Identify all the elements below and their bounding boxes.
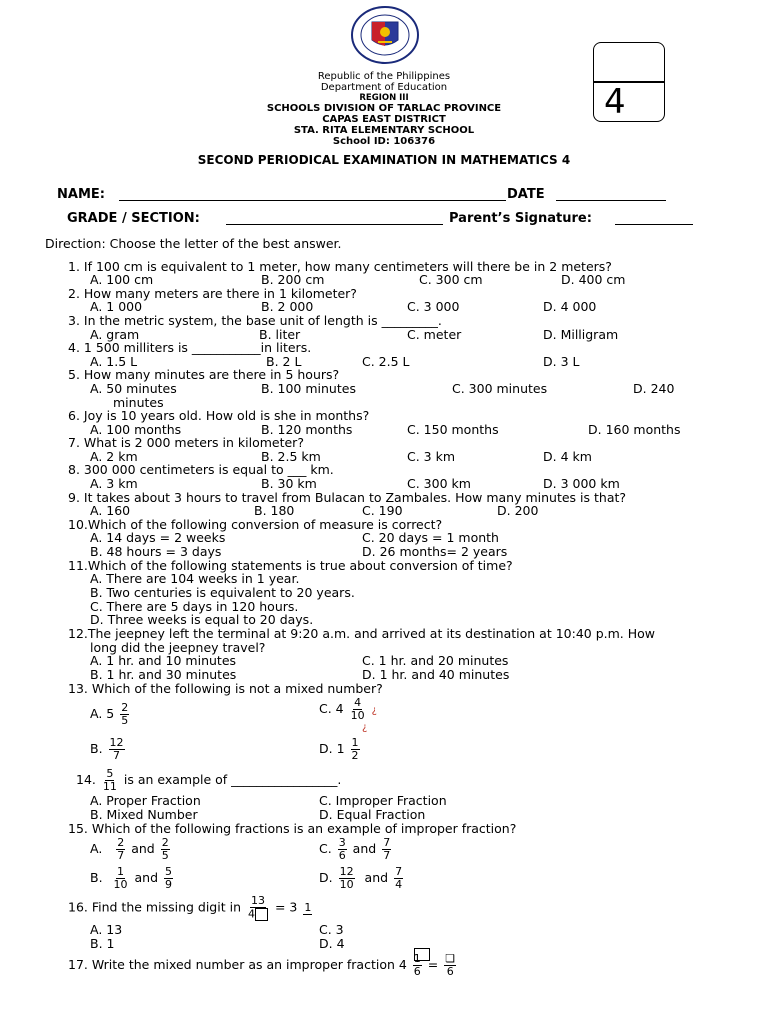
q13-option-c: C. 4 $\frac{4}{10}$ ¿ bbox=[319, 696, 377, 722]
q13-option-a: A. 5 $\frac{2}{5}$ bbox=[90, 701, 129, 727]
name-field[interactable] bbox=[119, 200, 506, 201]
q11-option-d: D. Three weeks is equal to 20 days. bbox=[90, 612, 314, 627]
q6-option-a: A. 100 months bbox=[90, 422, 182, 437]
q4-option-b: B. 2 L bbox=[266, 354, 302, 369]
q10-option-b: B. 48 hours = 3 days bbox=[90, 544, 222, 559]
q16-option-a: A. 13 bbox=[90, 922, 123, 937]
q8-option-b: B. 30 km bbox=[261, 476, 317, 491]
deped-seal-logo bbox=[350, 6, 420, 64]
q12-option-c: C. 1 hr. and 20 minutes bbox=[362, 653, 509, 668]
q8-option-a: A. 3 km bbox=[90, 476, 138, 491]
question-3: 3. In the metric system, the base unit of length is _________. bbox=[68, 313, 442, 328]
q13-option-b: B. $\frac{12}{7}$ bbox=[90, 736, 124, 762]
q15-option-d: D. $\frac{12}{10}$ and $\frac{7}{4}$ bbox=[319, 865, 403, 891]
direction: Direction: Choose the letter of the best answer. bbox=[45, 236, 342, 251]
q4-option-d: D. 3 L bbox=[543, 354, 580, 369]
q12-option-a: A. 1 hr. and 10 minutes bbox=[90, 653, 237, 668]
grade-section-label: GRADE / SECTION: bbox=[67, 211, 200, 226]
q11-option-b: B. Two centuries is equivalent to 20 years. bbox=[90, 585, 355, 600]
header-school-id: School ID: 106376 bbox=[332, 136, 436, 147]
q2-option-d: D. 4 000 bbox=[543, 299, 597, 314]
q5-option-b: B. 100 minutes bbox=[261, 381, 356, 396]
q12-option-d: D. 1 hr. and 40 minutes bbox=[362, 667, 510, 682]
question-9: 9. It takes about 3 hours to travel from Bulacan to Zambales. How many minutes is that? bbox=[68, 490, 627, 505]
question-14: 14. $\frac{5}{11}$ is an example of _________________. bbox=[76, 767, 342, 793]
header-department: Department of Education bbox=[320, 82, 448, 93]
grade-number: 4 bbox=[604, 82, 626, 122]
q16-option-b: B. 1 bbox=[90, 936, 115, 951]
q14-option-b: B. Mixed Number bbox=[90, 807, 198, 822]
q8-option-c: C. 300 km bbox=[407, 476, 471, 491]
q2-option-b: B. 2 000 bbox=[261, 299, 314, 314]
name-label: NAME: bbox=[57, 187, 105, 202]
header-region: REGION III bbox=[359, 93, 409, 103]
q1-option-a: A. 100 cm bbox=[90, 272, 154, 287]
q15-option-b: B. $\frac{1}{10}$ and $\frac{5}{9}$ bbox=[90, 865, 173, 891]
q14-option-d: D. Equal Fraction bbox=[319, 807, 426, 822]
q4-option-c: C. 2.5 L bbox=[362, 354, 410, 369]
question-10: 10.Which of the following conversion of measure is correct? bbox=[68, 517, 443, 532]
q15-option-a: A. $\frac{2}{7}$ and $\frac{2}{5}$ bbox=[90, 836, 169, 862]
question-13: 13. Which of the following is not a mixed number? bbox=[68, 681, 383, 696]
q16-option-c: C. 3 bbox=[319, 922, 344, 937]
q3-option-d: D. Milligram bbox=[543, 327, 619, 342]
q12-option-b: B. 1 hr. and 30 minutes bbox=[90, 667, 237, 682]
q14-option-c: C. Improper Fraction bbox=[319, 793, 447, 808]
date-label: DATE bbox=[507, 187, 545, 202]
q9-option-d: D. 200 bbox=[497, 503, 539, 518]
q5-option-a: A. 50 minutes bbox=[90, 381, 177, 396]
q1-option-b: B. 200 cm bbox=[261, 272, 325, 287]
q2-option-a: A. 1 000 bbox=[90, 299, 143, 314]
q6-option-b: B. 120 months bbox=[261, 422, 353, 437]
question-5: 5. How many minutes are there in 5 hours? bbox=[68, 367, 340, 382]
exam-title: SECOND PERIODICAL EXAMINATION IN MATHEMATICS 4 bbox=[197, 153, 571, 167]
q9-option-c: C. 190 bbox=[362, 503, 403, 518]
q11-option-a: A. There are 104 weeks in 1 year. bbox=[90, 571, 300, 586]
header-school: STA. RITA ELEMENTARY SCHOOL bbox=[293, 125, 475, 136]
q14-option-a: A. Proper Fraction bbox=[90, 793, 201, 808]
date-field[interactable] bbox=[556, 200, 666, 201]
header-division: SCHOOLS DIVISION OF TARLAC PROVINCE bbox=[266, 103, 502, 114]
question-7: 7. What is 2 000 meters in kilometer? bbox=[68, 435, 304, 450]
q13-option-d: D. 1 $\frac{1}{2}$ bbox=[319, 736, 359, 762]
q8-option-d: D. 3 000 km bbox=[543, 476, 620, 491]
question-12-cont: long did the jeepney travel? bbox=[90, 640, 266, 655]
q6-option-c: C. 150 months bbox=[407, 422, 499, 437]
missing-digit-box bbox=[255, 908, 268, 921]
grade-section-field[interactable] bbox=[226, 224, 443, 225]
q5-option-c: C. 300 minutes bbox=[452, 381, 548, 396]
q2-option-c: C. 3 000 bbox=[407, 299, 460, 314]
question-17: 17. Write the mixed number as an improper fraction 4 $\frac{1}{6}$ = $\frac{❏}{6}$ bbox=[68, 952, 456, 978]
header-republic: Republic of the Philippines bbox=[317, 71, 451, 82]
q4-option-a: A. 1.5 L bbox=[90, 354, 138, 369]
q5-option-d: D. 240 bbox=[633, 381, 675, 396]
q16-option-d: D. 4 bbox=[319, 936, 345, 951]
question-2: 2. How many meters are there in 1 kilometer? bbox=[68, 286, 357, 301]
q3-option-c: C. meter bbox=[407, 327, 462, 342]
question-6: 6. Joy is 10 years old. How old is she in months? bbox=[68, 408, 370, 423]
q9-option-a: A. 160 bbox=[90, 503, 131, 518]
q7-option-b: B. 2.5 km bbox=[261, 449, 321, 464]
question-16: 16. Find the missing digit in $\frac{13}{4}$ = 3 1 bbox=[68, 894, 312, 921]
q7-option-d: D. 4 km bbox=[543, 449, 592, 464]
q11-option-c: C. There are 5 days in 120 hours. bbox=[90, 599, 299, 614]
question-11: 11.Which of the following statements is true about conversion of time? bbox=[68, 558, 513, 573]
question-8: 8. 300 000 centimeters is equal to ___ km. bbox=[68, 462, 334, 477]
q7-option-a: A. 2 km bbox=[90, 449, 138, 464]
q5-option-d-cont: minutes bbox=[113, 395, 164, 410]
q9-option-b: B. 180 bbox=[254, 503, 295, 518]
parent-signature-field[interactable] bbox=[615, 224, 693, 225]
question-1: 1. If 100 cm is equivalent to 1 meter, how many centimeters will there be in 2 meters? bbox=[68, 259, 612, 274]
question-12: 12.The jeepney left the terminal at 9:20 a.m. and arrived at its destination at 10:40 p.m. How bbox=[68, 626, 656, 641]
q10-option-d: D. 26 months= 2 years bbox=[362, 544, 508, 559]
q15-option-c: C. $\frac{3}{6}$ and $\frac{7}{7}$ bbox=[319, 836, 391, 862]
q10-option-c: C. 20 days = 1 month bbox=[362, 530, 499, 545]
question-15: 15. Which of the following fractions is an example of improper fraction? bbox=[68, 821, 517, 836]
q3-option-b: B. liter bbox=[259, 327, 301, 342]
parent-signature-label: Parent’s Signature: bbox=[449, 211, 592, 226]
question-4: 4. 1 500 milliters is ___________in liters. bbox=[68, 340, 312, 355]
q6-option-d: D. 160 months bbox=[588, 422, 681, 437]
q1-option-d: D. 400 cm bbox=[561, 272, 626, 287]
q13-option-c-mark: ¿ bbox=[362, 722, 368, 733]
q7-option-c: C. 3 km bbox=[407, 449, 456, 464]
q10-option-a: A. 14 days = 2 weeks bbox=[90, 530, 226, 545]
q3-option-a: A. gram bbox=[90, 327, 140, 342]
header-district: CAPAS EAST DISTRICT bbox=[322, 114, 446, 125]
q1-option-c: C. 300 cm bbox=[419, 272, 483, 287]
